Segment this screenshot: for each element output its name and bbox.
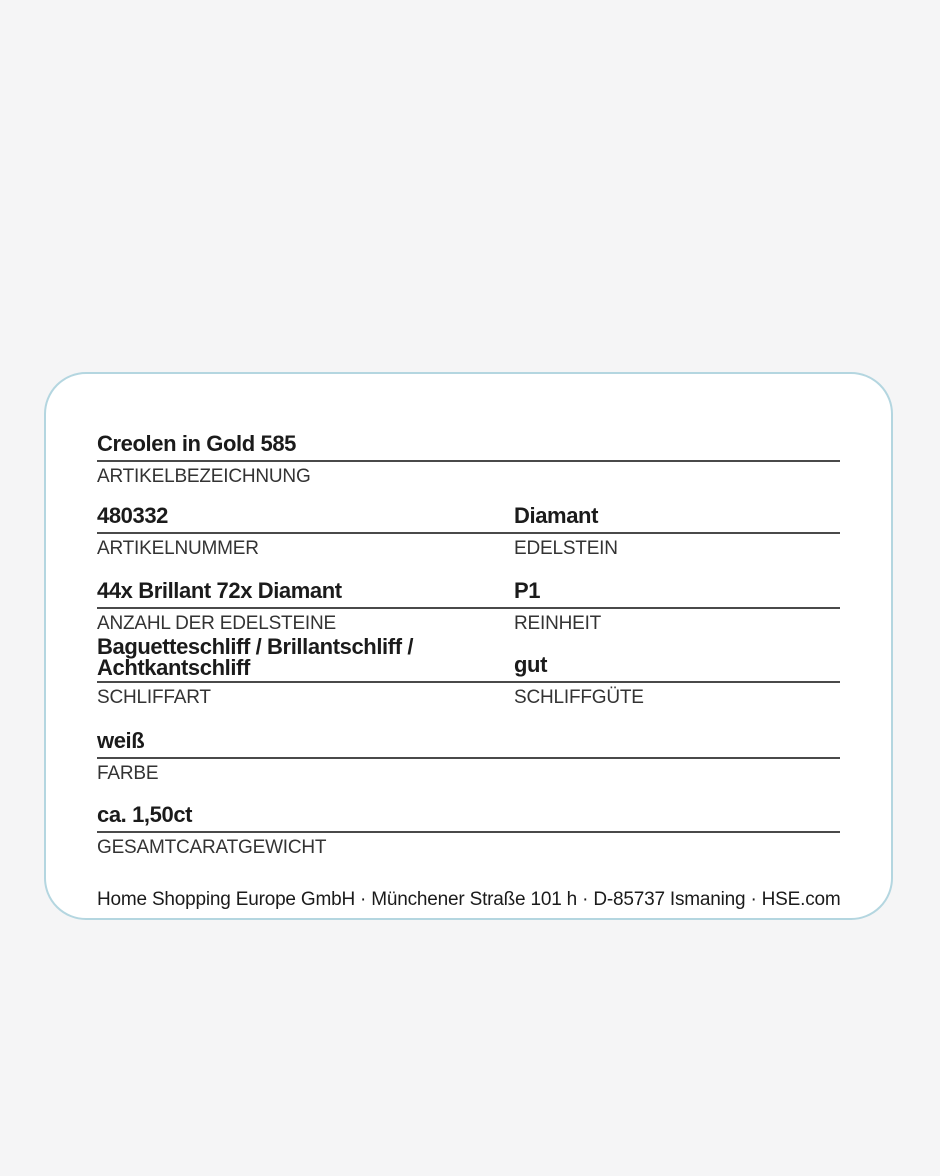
schliffguete-value: gut <box>514 652 548 677</box>
row-farbe <box>97 727 840 785</box>
row-artikelnummer-edelstein <box>97 502 840 560</box>
gesamtcaratgewicht-value: ca. 1,50ct <box>97 802 193 827</box>
row-artikelbezeichnung <box>97 430 840 488</box>
gesamtcaratgewicht-label: GESAMTCARATGEWICHT <box>97 837 327 858</box>
artikelbezeichnung-value: Creolen in Gold 585 <box>97 431 297 456</box>
product-spec-card <box>44 372 893 920</box>
schliffart-label: SCHLIFFART <box>97 687 211 708</box>
artikelnummer-value: 480332 <box>97 503 169 528</box>
row-anzahl-reinheit <box>97 577 840 635</box>
anzahl-edelsteine-label: ANZAHL DER EDELSTEINE <box>97 613 336 634</box>
reinheit-value: P1 <box>514 578 541 603</box>
farbe-value: weiß <box>97 728 145 753</box>
edelstein-label: EDELSTEIN <box>514 538 618 559</box>
farbe-label: FARBE <box>97 763 159 784</box>
schliffguete-label: SCHLIFFGÜTE <box>514 687 644 708</box>
row-gesamtcaratgewicht <box>97 801 840 859</box>
anzahl-edelsteine-value: 44x Brillant 72x Diamant <box>97 578 342 603</box>
schliffart-value-line2: Achtkantschliff <box>97 655 250 680</box>
company-address-footer: Home Shopping Europe GmbH · Münchener Straße 101 h · D-85737 Ismaning · HSE.com <box>97 889 841 910</box>
artikelbezeichnung-label: ARTIKELBEZEICHNUNG <box>97 466 311 487</box>
edelstein-value: Diamant <box>514 503 598 528</box>
reinheit-label: REINHEIT <box>514 613 602 634</box>
schliffart-value-line1: Baguetteschliff / Brillantschliff / <box>97 634 414 659</box>
artikelnummer-label: ARTIKELNUMMER <box>97 538 259 559</box>
row-schliffart-schliffguete <box>97 636 840 709</box>
